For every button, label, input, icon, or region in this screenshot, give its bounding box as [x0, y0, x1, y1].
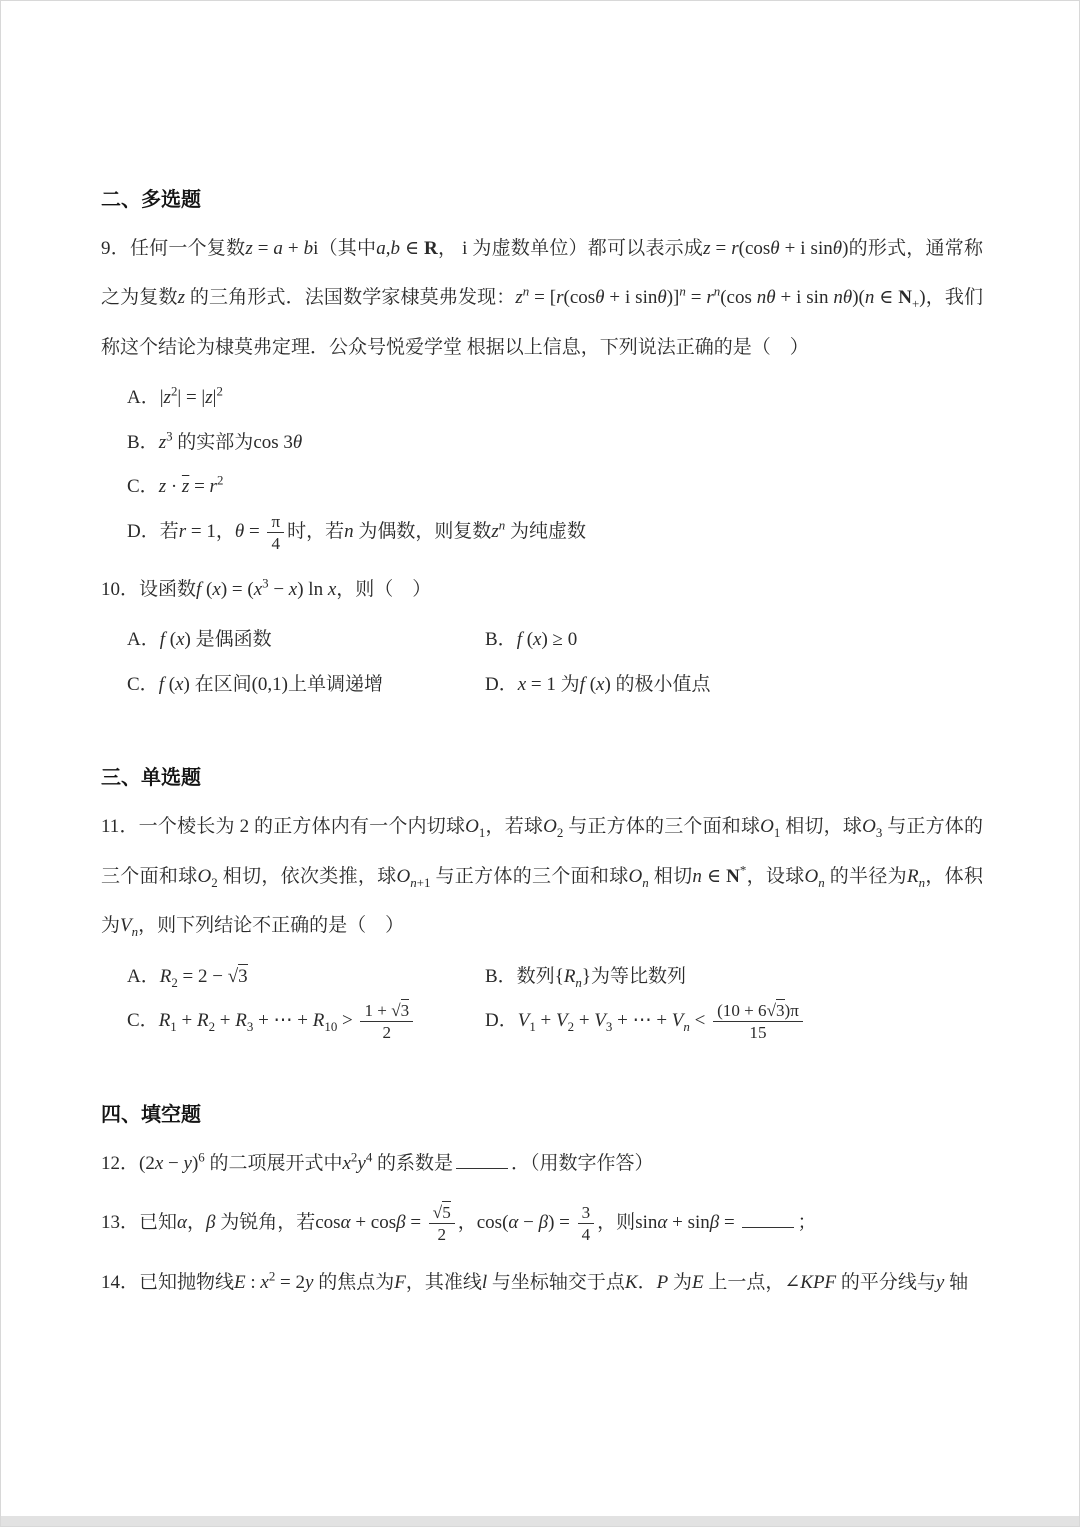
section-title-fill-blank: 四、填空题 [101, 1103, 201, 1126]
question-11-option-d: D．$V_1 + V_2 + V_3$ + ⋯ + $V_n$ < $\frac{(10 + 6√3)\pi}{15}$ [485, 999, 983, 1044]
question-10-option-d: D．x = 1 为f (x) 的极小值点 [485, 673, 711, 695]
question-10-option-a: A．f (x) 是偶函数 [127, 629, 272, 651]
section-single-select [101, 761, 983, 1043]
question-12-stem: 12．$(2x - y)^6$ 的二项展开式中$x^2y^4$ 的系数是 ．（用数字作答） [101, 1149, 654, 1174]
question-14-stem: 14．已知抛物线E : $x^2 = 2y$ 的焦点为F，其准线l 与坐标轴交于点K．P 为E 上一点，∠KPF 的平分线与y 轴 [101, 1268, 969, 1293]
question-9-options [127, 376, 983, 555]
question-10 [101, 565, 983, 708]
question-9-stem: 9．任何一个复数z = a + bi（其中a,b ∈ R， i 为虚数单位）都可以表示成z = r(cosθ + i sinθ)的形式，通常称之为复数z 的三角形式．法国数学家棣莫弗发现：$z^n = [r(\cos\theta + i$ $\sin\theta)]^n = r^n(\cos$ nθ + i sin nθ)(n ∈ $N_+$)，我们称这个结论为棣莫弗定理．公众号悦爱学堂 根据以上信息，下列说法正确的是（ ） [101, 238, 984, 358]
section-title-single-select: 三、单选题 [101, 767, 201, 790]
question-9-option-a: A．$|z^2| = |z|^2$ [127, 383, 223, 409]
page-bottom-edge [1, 1516, 1079, 1526]
question-13-stem: 13．已知α，β 为锐角，若cosα + cosβ = $\frac{√5}{2}$ ，cos(α − β) = $\frac{3}{4}$ ，则sinα + sinβ = ； [101, 1203, 817, 1245]
section-fill-blank [101, 1098, 983, 1307]
question-10-options [127, 618, 983, 707]
question-9-option-d: D．若r = 1，θ = $\frac{\pi}{4}$ 时，若n 为偶数，则复数$z^n$ 为纯虚数 [127, 511, 586, 554]
question-11-options [127, 955, 983, 1044]
question-11 [101, 802, 983, 1043]
question-9-option-b: B．$z^3$ 的实部为cos 3θ [127, 428, 303, 453]
question-11-option-b: B．数列$\{R_n\}$为等比数列 [485, 965, 687, 990]
question-11-option-a: A．$R_2 = 2 - √3$ [127, 965, 248, 990]
section-title-multi-select: 二、多选题 [101, 189, 201, 211]
question-9-option-c: C．$z \cdot \overline{z} = r^2$ [127, 473, 224, 498]
question-11-option-c: C．$R_1 + R_2 + R_3$ + ⋯ + $R_{10}$ > $\frac{1 + √3}{2}$ [127, 999, 475, 1044]
question-9 [101, 224, 983, 555]
question-10-stem: 10．设函数f $(x) = (x^3 - x)$ ln x，则（ ） [101, 575, 432, 600]
question-10-option-b: B．f (x) ≥ 0 [485, 629, 578, 651]
section-multi-select [101, 183, 983, 707]
question-11-stem: 11．一个棱长为 2 的正方体内有一个内切球$O_1$，若球$O_2$ 与正方体的三个面和球$O_1$ 相切，球$O_3$ 与正方体的三个面和球$O_2$ 相切，依次类推，球$O_{n+1}$ 与正方体的三个面和球$O_n$ 相切n ∈ N*，设球$O_n$ 的半径为$R_n$，体积为$V_n$，则下列结论不正确的是（ ） [101, 816, 983, 939]
question-10-option-c: C．f (x) 在区间(0,1)上单调递增 [127, 673, 383, 695]
